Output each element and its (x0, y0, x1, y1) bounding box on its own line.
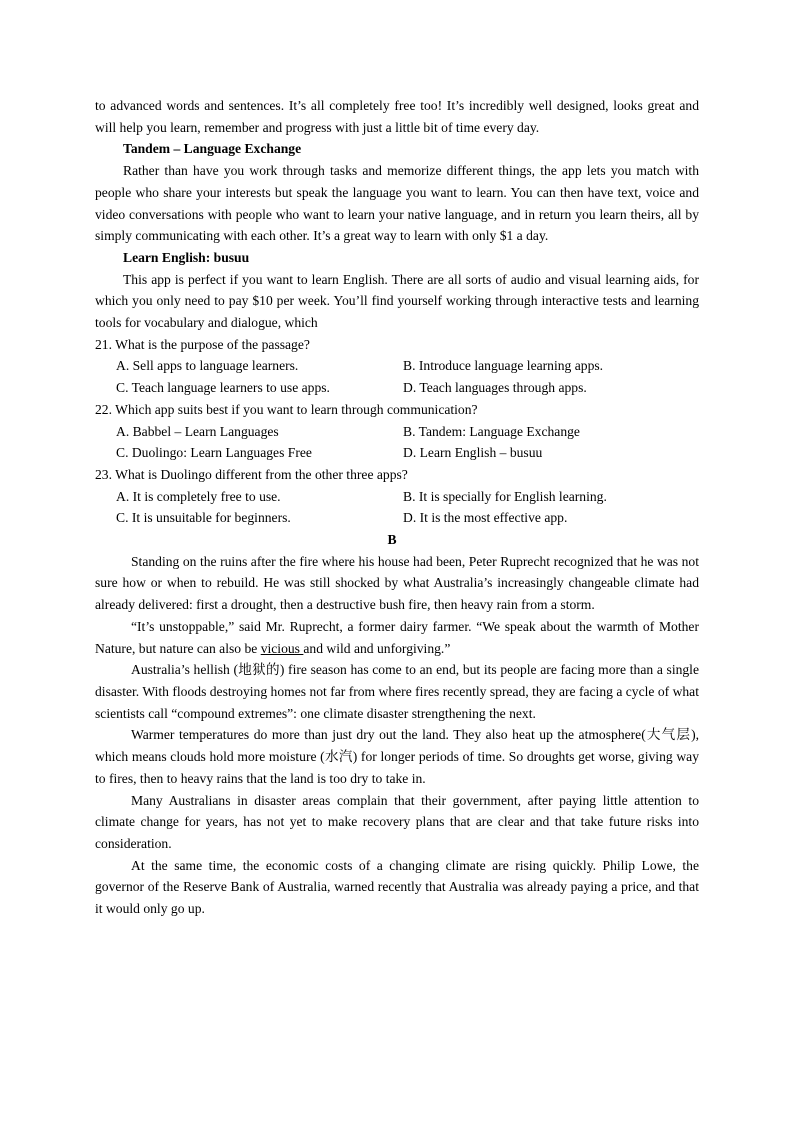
question-stem: 22. Which app suits best if you want to learn through communication? (95, 401, 478, 417)
option-b: B. It is specially for English learning. (403, 488, 607, 504)
option-d: D. Teach languages through apps. (403, 380, 587, 396)
paragraph-text: and wild and unforgiving.” (303, 640, 451, 656)
passage-b-paragraph-3: Australia’s hellish (地狱的) fire season has come to an end, but its people are facing more than a single disaster. With floods destroying homes not far from where fires recently spread, they are facing a cycle of what scientists call “compound extremes”: one climate disaster strengthening the next. (95, 662, 699, 721)
paragraph-text: “It’s unstoppable,” said Mr. Ruprecht, a former dairy farmer. “We speak about the warmth of Mother Nature, but nature can also be (95, 618, 699, 656)
option-a: A. Babbel – Learn Languages (116, 423, 279, 439)
options-grid (95, 421, 699, 464)
option-d: D. Learn English – busuu (403, 445, 543, 461)
option-b: B. Tandem: Language Exchange (403, 423, 580, 439)
passage-b-paragraph-5: Many Australians in disaster areas complain that their government, after paying little attention to climate change for years, has not yet to make recovery plans that are clear and that take future risks into consideration. (95, 792, 699, 851)
busuu-heading: Learn English: busuu (123, 249, 250, 265)
options-grid (95, 486, 699, 529)
busuu-paragraph: This app is perfect if you want to learn English. There are all sorts of audio and visual learning aids, for which you only need to pay $10 per week. You’ll find yourself working through interactive tests and learning tools for vocabulary and dialogue, which (95, 271, 699, 331)
passage-b-paragraph-1: Standing on the ruins after the fire where his house had been, Peter Ruprecht recognized that he was not sure how or when to rebuild. He was still shocked by what Australia’s increasingly changeable climate had already delivered: first a drought, then a destructive bush fire, then heavy rain from a storm. (95, 553, 699, 613)
question-23 (95, 464, 699, 529)
question-stem: 23. What is Duolingo different from the other three apps? (95, 466, 408, 482)
passage-a-continued-text: to advanced words and sentences. It’s all completely free too! It’s incredibly well designed, looks great and will help you learn, remember and progress with just a little bit of time every day. (95, 98, 699, 135)
option-c: C. It is unsuitable for beginners. (116, 510, 291, 526)
section-b-label: B (387, 532, 397, 548)
option-b: B. Introduce language learning apps. (403, 358, 604, 374)
question-21 (95, 334, 699, 399)
question-22 (95, 399, 699, 464)
tandem-paragraph: Rather than have you work through tasks and memorize different things, the app lets you match with people who share your interests but speak the language you want to learn. You can then have text, voice and video conversations with people who want to learn your native language, and in return you learn theirs, all by simply communicating with each other. It’s a great way to learn with only $1 a day. (95, 163, 699, 244)
option-c: C. Teach language learners to use apps. (116, 380, 330, 396)
underlined-word-vicious: vicious (260, 640, 304, 656)
option-a: A. It is completely free to use. (116, 488, 281, 504)
tandem-heading: Tandem – Language Exchange (123, 141, 302, 157)
options-grid (95, 355, 699, 398)
passage-b-paragraph-4: Warmer temperatures do more than just dry out the land. They also heat up the atmosphere(大气层), which means clouds hold more moisture (水汽) for longer periods of time. So droughts get worse, giving way to fires, then to heavy rains that the land is too dry to take in. (95, 727, 699, 786)
option-c: C. Duolingo: Learn Languages Free (116, 445, 312, 461)
option-d: D. It is the most effective app. (403, 510, 568, 526)
passage-b-paragraph-6: At the same time, the economic costs of a changing climate are rising quickly. Philip Lowe, the governor of the Reserve Bank of Australia, warned recently that Australia was already paying a price, and that it would only go up. (95, 857, 699, 917)
option-a: A. Sell apps to language learners. (116, 358, 299, 374)
document-page (95, 95, 699, 920)
question-stem: 21. What is the purpose of the passage? (95, 336, 310, 352)
passage-b-paragraph-2 (95, 616, 699, 659)
